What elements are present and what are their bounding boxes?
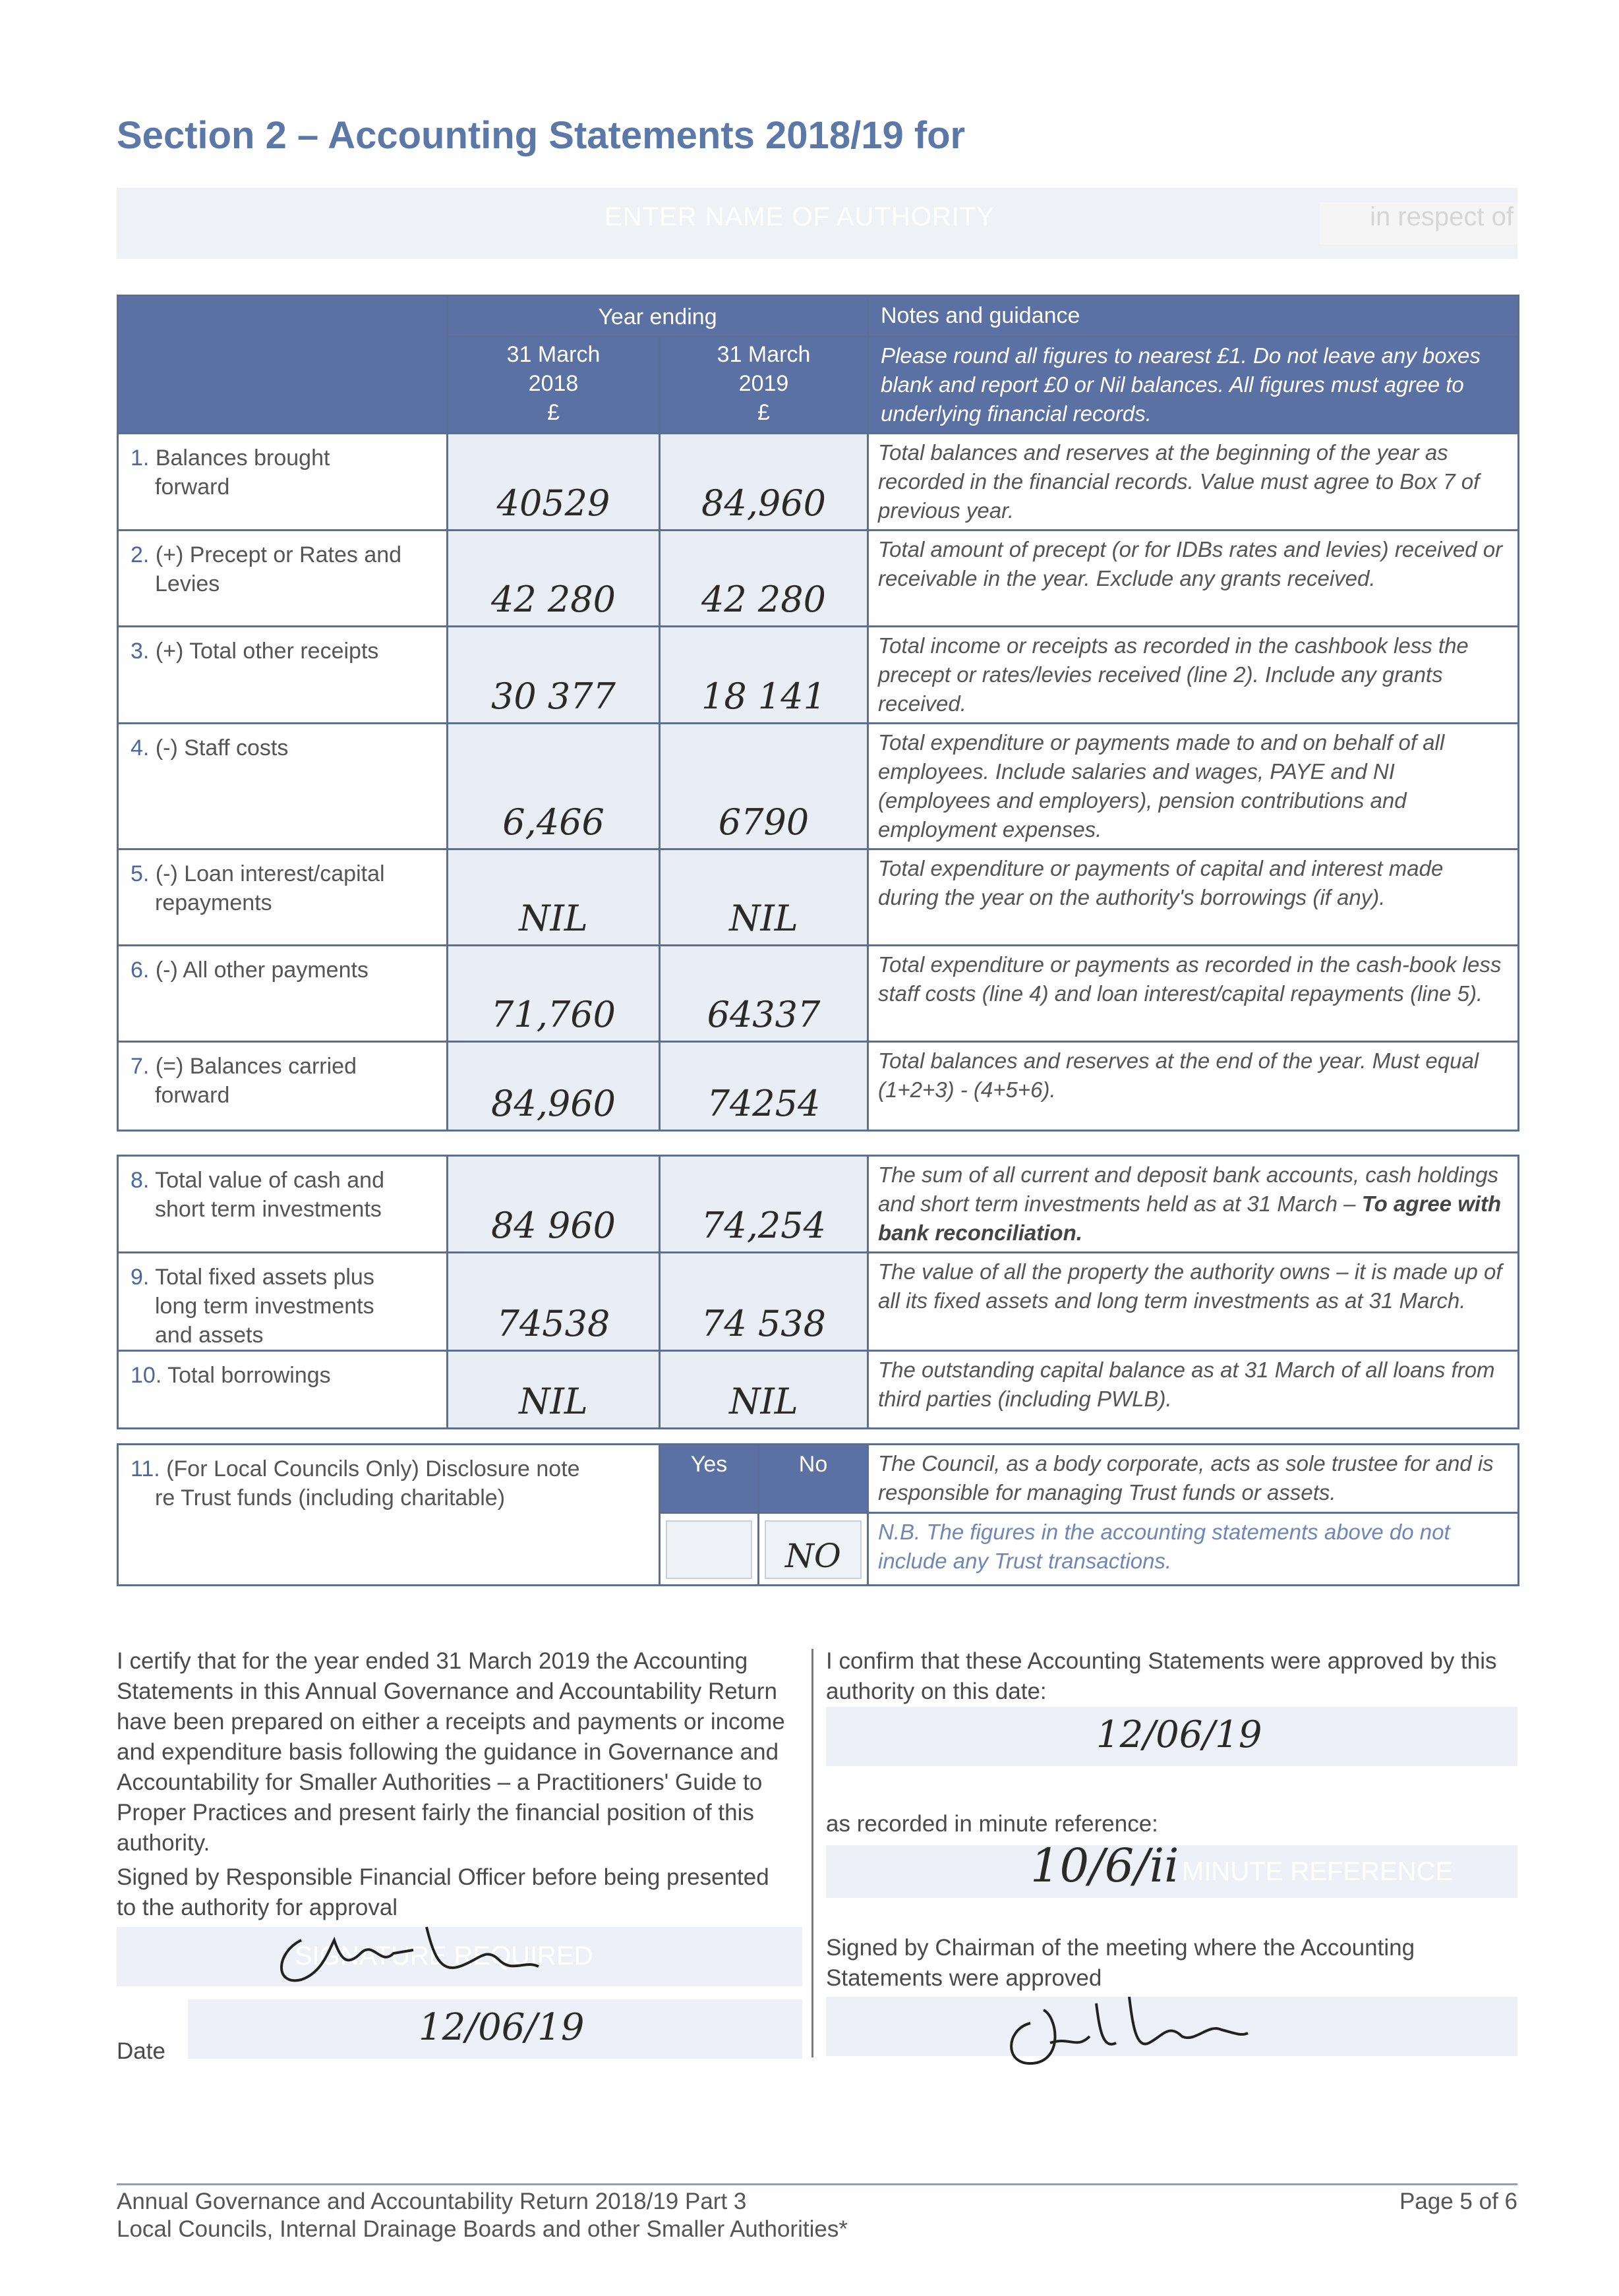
value-2018[interactable]: 71,760 — [448, 946, 660, 1042]
certification-text: I certify that for the year ended 31 March 2019 the Accounting Statements in this Annual Governance and Accountability Return have been prepared on either a receipts and payments or income and expenditure basis following the guidance in Governance and Accountability for Smaller Authorities – a Practitioners' Guide to Proper Practices and present fairly the financial position of this authority. — [117, 1648, 785, 1856]
value-2018[interactable]: 84,960 — [448, 1042, 660, 1131]
value-2018[interactable]: 42 280 — [448, 531, 660, 627]
value-2019[interactable]: 42 280 — [660, 531, 868, 627]
row-note: Total income or receipts as recorded in the cashbook less the precept or rates/levies received (line 2). Include any grants received. — [868, 627, 1519, 724]
table-row — [118, 724, 1519, 849]
footer-line-2: Local Councils, Internal Drainage Boards and other Smaller Authorities* — [117, 2216, 848, 2242]
table-row — [118, 946, 1519, 1042]
value-2019[interactable]: NIL — [660, 1351, 868, 1429]
year-ending-header: Year ending — [448, 296, 868, 337]
table-row — [118, 1253, 1519, 1351]
row-label: 5. (-) Loan interest/capital repayments — [118, 849, 448, 946]
signature-placeholder: SIGNATURE REQUIRED — [295, 1941, 593, 1970]
minute-reference-label: as recorded in minute reference: — [826, 1811, 1158, 1837]
accounting-statements-table — [117, 295, 1519, 1132]
col-2019-header: 31 March 2019 £ — [660, 337, 868, 434]
row-note: Total expenditure or payments of capital and interest made during the year on the authority's borrowings (if any). — [868, 849, 1519, 946]
notes-header: Notes and guidance — [868, 296, 1519, 337]
yes-header: Yes — [660, 1445, 759, 1513]
minute-reference-field[interactable] — [826, 1839, 1517, 1898]
footer-line-1: Annual Governance and Accountability Return 2018/19 Part 3 — [117, 2189, 747, 2214]
table-row — [118, 849, 1519, 946]
row-label: 3. (+) Total other receipts — [118, 627, 448, 724]
value-2018[interactable]: 30 377 — [448, 627, 660, 724]
footer-divider — [117, 2183, 1517, 2185]
authority-name-placeholder: ENTER NAME OF AUTHORITY — [604, 202, 995, 231]
value-2018[interactable]: 84 960 — [448, 1156, 660, 1253]
bank-reconciliation-note: To agree with bank reconciliation. — [878, 1191, 1502, 1245]
value-2018[interactable]: NIL — [448, 849, 660, 946]
authority-name-field[interactable] — [117, 188, 1517, 259]
row-label: 7. (=) Balances carried forward — [118, 1042, 448, 1131]
yes-box[interactable] — [660, 1513, 759, 1586]
value-2018[interactable]: 40529 — [448, 434, 660, 531]
date-label: Date — [117, 2038, 165, 2064]
rfo-date-field[interactable] — [188, 1999, 802, 2059]
rfo-date-value: 12/06/19 — [419, 2006, 585, 2049]
row-label: 2. (+) Precept or Rates and Levies — [118, 531, 448, 627]
table-row — [118, 434, 1519, 531]
row-label: 4. (-) Staff costs — [118, 724, 448, 849]
approval-date-value: 12/06/19 — [1096, 1713, 1262, 1756]
minute-reference-placeholder: MINUTE REFERENCE — [1182, 1857, 1454, 1886]
rfo-signed-by: Signed by Responsible Financial Officer before being presented to the authority for approval — [117, 1864, 769, 1920]
value-2019[interactable]: NIL — [660, 849, 868, 946]
trust-note: The Council, as a body corporate, acts as sole trustee for and is responsible for managing Trust funds or assets. — [868, 1445, 1519, 1513]
value-2018[interactable]: 6,466 — [448, 724, 660, 849]
row-label: 8. Total value of cash and short term investments — [118, 1156, 448, 1253]
no-header: No — [759, 1445, 868, 1513]
value-2019[interactable]: 74 538 — [660, 1253, 868, 1351]
value-2019[interactable]: 6790 — [660, 724, 868, 849]
row-note: Total amount of precept (or for IDBs rates and levies) received or receivable in the year. Exclude any grants received. — [868, 531, 1519, 627]
chairman-signed-by: Signed by Chairman of the meeting where the Accounting Statements were approved — [826, 1935, 1415, 1991]
row-note: Total balances and reserves at the end of the year. Must equal (1+2+3) - (4+5+6). — [868, 1042, 1519, 1131]
value-2019[interactable]: 64337 — [660, 946, 868, 1042]
trust-answer: NO — [785, 1537, 841, 1575]
value-2019[interactable]: 18 141 — [660, 627, 868, 724]
col-2018-header: 31 March 2018 £ — [448, 337, 660, 434]
minute-reference-value: 10/6/ii — [1030, 1839, 1179, 1893]
value-2018[interactable]: 74538 — [448, 1253, 660, 1351]
chairman-signature-icon — [984, 1984, 1314, 2076]
column-divider — [811, 1649, 813, 2057]
page-number: Page 5 of 6 — [1399, 2189, 1517, 2214]
trust-label: 11. (For Local Councils Only) Disclosure note re Trust funds (including charitable) — [118, 1445, 660, 1586]
rfo-signature-field[interactable] — [117, 1927, 802, 1986]
row-label: 1. Balances brought forward — [118, 434, 448, 531]
approval-text: I confirm that these Accounting Statements were approved by this authority on this date: — [826, 1648, 1497, 1704]
value-2018[interactable]: NIL — [448, 1351, 660, 1429]
table-row — [118, 531, 1519, 627]
table-row — [118, 627, 1519, 724]
section-title: Section 2 – Accounting Statements 2018/19 for — [117, 114, 966, 157]
guidance-note: Please round all figures to nearest £1. Do not leave any boxes blank and report £0 or Nil balances. All figures must agree to underlying financial records. — [868, 337, 1519, 434]
row-note: Total expenditure or payments as recorded in the cash-book less staff costs (line 4) and loan interest/capital repayments (line 5). — [868, 946, 1519, 1042]
trust-funds-table — [117, 1443, 1519, 1586]
assets-table — [117, 1155, 1519, 1429]
table-corner — [118, 296, 448, 434]
value-2019[interactable]: 74254 — [660, 1042, 868, 1131]
value-2019[interactable]: 84,960 — [660, 434, 868, 531]
row-label: 10. Total borrowings — [118, 1351, 448, 1429]
approval-date-field[interactable] — [826, 1707, 1517, 1766]
trust-nb-note: N.B. The figures in the accounting statements above do not include any Trust transactions. — [868, 1513, 1519, 1586]
row-note: The outstanding capital balance as at 31 March of all loans from third parties (including PWLB). — [868, 1351, 1519, 1429]
rfo-signature-icon — [262, 1914, 604, 1999]
value-2019[interactable]: 74,254 — [660, 1156, 868, 1253]
table-row — [118, 1042, 1519, 1131]
row-note: Total balances and reserves at the beginning of the year as recorded in the financial records. Value must agree to Box 7 of previous year. — [868, 434, 1519, 531]
chairman-signature-field[interactable] — [826, 1997, 1517, 2056]
row-note: The sum of all current and deposit bank accounts, cash holdings and short term investments held as at 31 March – To agree with bank reconciliation. — [868, 1156, 1519, 1253]
row-label: 9. Total fixed assets plus long term investments and assets — [118, 1253, 448, 1351]
no-box[interactable] — [759, 1513, 868, 1586]
row-note: Total expenditure or payments made to and on behalf of all employees. Include salaries and wages, PAYE and NI (employees and employers), pension contributions and employment expenses. — [868, 724, 1519, 849]
in-respect-of-label: in respect of — [1320, 202, 1517, 244]
table-row — [118, 1351, 1519, 1429]
table-row — [118, 1156, 1519, 1253]
row-label: 6. (-) All other payments — [118, 946, 448, 1042]
row-note: The value of all the property the authority owns – it is made up of all its fixed assets and long term investments as at 31 March. — [868, 1253, 1519, 1351]
